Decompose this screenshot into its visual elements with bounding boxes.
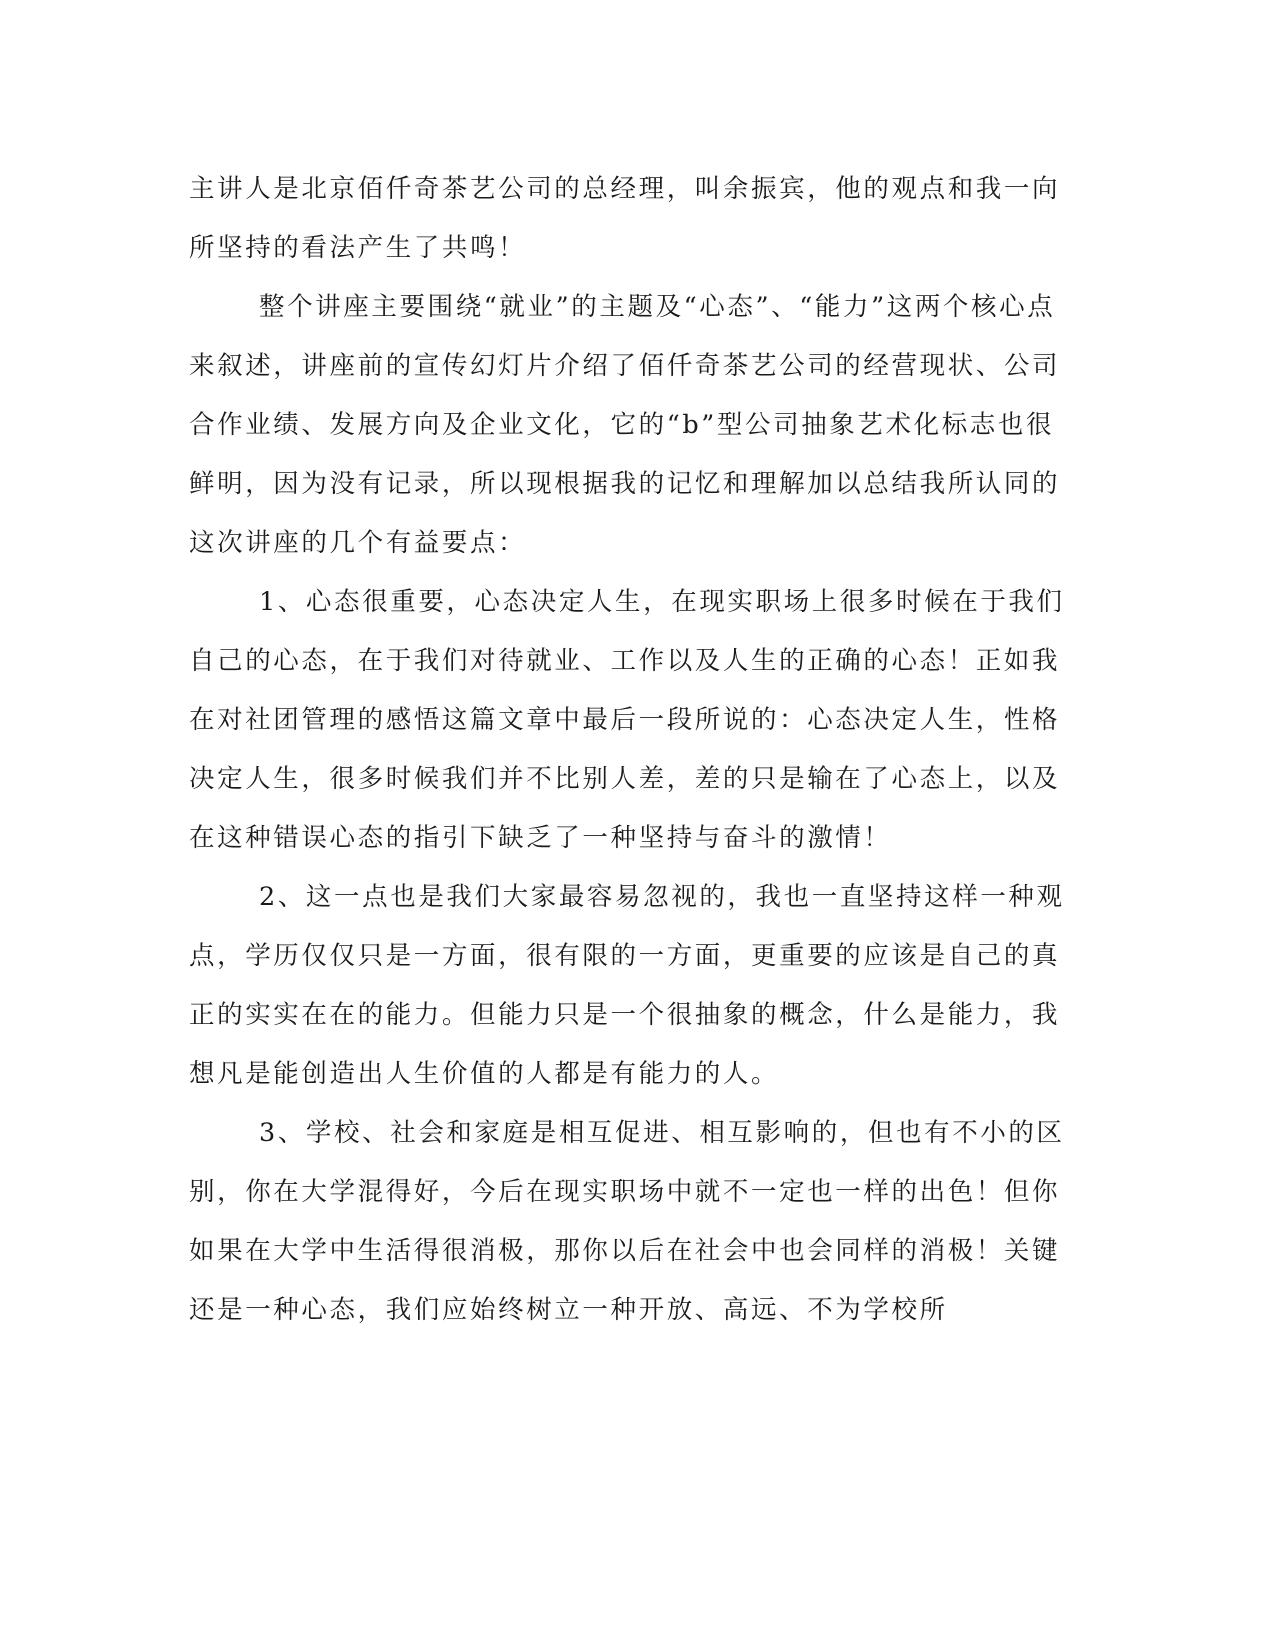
- paragraph-point-1: 1、心态很重要，心态决定人生，在现实职场上很多时候在于我们自己的心态，在于我们对待就业、工作以及人生的正确的心态！正如我在对社团管理的感悟这篇文章中最后一段所说的：心态决定人生，性格决定人生，很多时候我们并不比别人差，差的只是输在了心态上，以及在这种错误心态的指引下缺乏了一种坚持与奋斗的激情！: [189, 587, 1065, 853]
- paragraph-point-2: 2、这一点也是我们大家最容易忽视的，我也一直坚持这样一种观点，学历仅仅只是一方面，很有限的一方面，更重要的应该是自己的真正的实实在在的能力。但能力只是一个很抽象的概念，什么是能力，我想凡是能创造出人生价值的人都是有能力的人。: [189, 882, 1065, 1089]
- paragraph-lecture-overview: 整个讲座主要围绕“就业”的主题及“心态”、“能力”这两个核心点来叙述，讲座前的宣传幻灯片介绍了佰仟奇茶艺公司的经营现状、公司合作业绩、发展方向及企业文化，它的“b”型公司抽象艺术化标志也很鲜明，因为没有记录，所以现根据我的记忆和理解加以总结我所认同的这次讲座的几个有益要点：: [189, 292, 1061, 558]
- paragraph-point-3: 3、学校、社会和家庭是相互促进、相互影响的，但也有不小的区别，你在大学混得好，今后在现实职场中就不一定也一样的出色！但你如果在大学中生活得很消极，那你以后在社会中也会同样的消极！关键还是一种心态，我们应始终树立一种开放、高远、不为学校所: [189, 1118, 1065, 1325]
- body-text: [189, 160, 1069, 1340]
- paragraph-continuation: 主讲人是北京佰仟奇茶艺公司的总经理，叫余振宾，他的观点和我一向所坚持的看法产生了共鸣！: [189, 174, 1061, 263]
